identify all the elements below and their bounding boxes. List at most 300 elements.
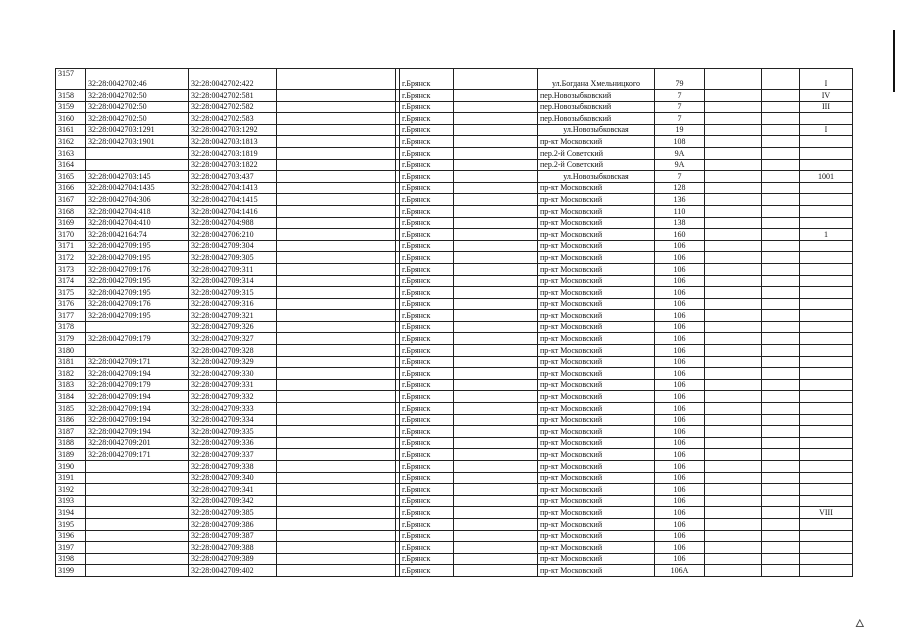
cell-num: 3185 <box>56 403 86 415</box>
table-row <box>56 414 853 426</box>
cell-cad2: 32:28:0042709:329 <box>189 356 277 368</box>
cell-cad1: 32:28:0042702:46 <box>86 69 189 90</box>
cell-cad2: 32:28:0042709:402 <box>189 565 277 577</box>
table-row <box>56 472 853 484</box>
cell-korp <box>800 182 853 194</box>
cell-house: 106 <box>655 542 705 554</box>
cell-house: 106 <box>655 518 705 530</box>
cell-e5 <box>762 518 800 530</box>
table-row <box>56 171 853 183</box>
cell-street: пер.Новозыбковский <box>538 90 655 102</box>
cell-cad1: 32:28:0042709:194 <box>86 391 189 403</box>
cell-cad1 <box>86 159 189 171</box>
cell-cad2: 32:28:0042709:386 <box>189 518 277 530</box>
cell-num: 3157 <box>56 69 86 90</box>
cell-e3 <box>454 275 538 287</box>
cell-street: пр-кт Московский <box>538 484 655 496</box>
registry-body <box>56 69 853 577</box>
cell-korp <box>800 403 853 415</box>
cell-e3 <box>454 182 538 194</box>
cell-e3 <box>454 124 538 136</box>
cell-street: пр-кт Московский <box>538 518 655 530</box>
cell-cad2: 32:28:0042709:337 <box>189 449 277 461</box>
cell-e4 <box>705 229 762 241</box>
cell-korp <box>800 333 853 345</box>
cell-korp <box>800 205 853 217</box>
cell-e5 <box>762 553 800 565</box>
cell-e3 <box>454 69 538 90</box>
cell-cad1: 32:28:0042709:176 <box>86 298 189 310</box>
cell-e3 <box>454 333 538 345</box>
table-row <box>56 484 853 496</box>
cell-e1 <box>277 437 396 449</box>
cell-street: пр-кт Московский <box>538 321 655 333</box>
cell-street: пр-кт Московский <box>538 403 655 415</box>
cell-house: 106 <box>655 507 705 519</box>
cell-cad2: 32:28:0042703:1819 <box>189 147 277 159</box>
cell-e4 <box>705 495 762 507</box>
cell-e5 <box>762 263 800 275</box>
cell-korp <box>800 298 853 310</box>
cell-e3 <box>454 205 538 217</box>
cell-cad2: 32:28:0042703:1813 <box>189 136 277 148</box>
cell-street: пр-кт Московский <box>538 287 655 299</box>
cell-e3 <box>454 437 538 449</box>
cell-korp <box>800 310 853 322</box>
cell-e3 <box>454 298 538 310</box>
cell-cad1 <box>86 553 189 565</box>
cell-korp <box>800 287 853 299</box>
cell-e3 <box>454 414 538 426</box>
cell-num: 3199 <box>56 565 86 577</box>
cell-street: пр-кт Московский <box>538 472 655 484</box>
table-row <box>56 136 853 148</box>
cell-e1 <box>277 171 396 183</box>
table-row <box>56 553 853 565</box>
cell-num: 3187 <box>56 426 86 438</box>
cell-e5 <box>762 321 800 333</box>
cell-house: 106 <box>655 287 705 299</box>
cell-korp: 1001 <box>800 171 853 183</box>
table-row <box>56 69 853 90</box>
cell-street: пр-кт Московский <box>538 298 655 310</box>
cell-house: 106 <box>655 275 705 287</box>
scan-mark-icon: 🜂 <box>855 618 866 630</box>
cell-city: г.Брянск <box>400 437 454 449</box>
cell-num: 3190 <box>56 461 86 473</box>
cell-num: 3170 <box>56 229 86 241</box>
cell-cad1 <box>86 530 189 542</box>
table-row <box>56 391 853 403</box>
cell-street: пер.2-й Советский <box>538 159 655 171</box>
cell-e4 <box>705 414 762 426</box>
cell-cad1 <box>86 495 189 507</box>
cell-e1 <box>277 345 396 357</box>
cell-street: пр-кт Московский <box>538 495 655 507</box>
cell-e1 <box>277 426 396 438</box>
cell-cad2: 32:28:0042709:326 <box>189 321 277 333</box>
cell-cad1: 32:28:0042709:195 <box>86 240 189 252</box>
table-row <box>56 379 853 391</box>
cell-e4 <box>705 461 762 473</box>
cell-city: г.Брянск <box>400 553 454 565</box>
cell-e4 <box>705 403 762 415</box>
cell-korp: 1 <box>800 229 853 241</box>
cell-city: г.Брянск <box>400 298 454 310</box>
cell-e3 <box>454 229 538 241</box>
cell-korp <box>800 437 853 449</box>
cell-e1 <box>277 449 396 461</box>
cell-house: 106 <box>655 403 705 415</box>
table-row <box>56 403 853 415</box>
cell-house: 106А <box>655 565 705 577</box>
table-row <box>56 147 853 159</box>
cell-e3 <box>454 136 538 148</box>
cell-cad1: 32:28:0042709:171 <box>86 356 189 368</box>
cell-cad2: 32:28:0042709:335 <box>189 426 277 438</box>
cell-cad1: 32:28:0042709:195 <box>86 287 189 299</box>
cell-city: г.Брянск <box>400 414 454 426</box>
cell-e5 <box>762 391 800 403</box>
cell-num: 3164 <box>56 159 86 171</box>
cell-street: пр-кт Московский <box>538 507 655 519</box>
table-row <box>56 310 853 322</box>
cell-cad2: 32:28:0042709:340 <box>189 472 277 484</box>
cell-house: 106 <box>655 333 705 345</box>
cell-cad1: 32:28:0042709:195 <box>86 310 189 322</box>
cell-korp: I <box>800 124 853 136</box>
cell-e5 <box>762 240 800 252</box>
cell-cad2: 32:28:0042709:321 <box>189 310 277 322</box>
cell-city: г.Брянск <box>400 542 454 554</box>
cell-cad2: 32:28:0042709:334 <box>189 414 277 426</box>
cell-cad2: 32:28:0042709:311 <box>189 263 277 275</box>
cell-house: 108 <box>655 136 705 148</box>
cell-cad1: 32:28:0042704:410 <box>86 217 189 229</box>
cell-e4 <box>705 194 762 206</box>
cell-city: г.Брянск <box>400 136 454 148</box>
cell-num: 3178 <box>56 321 86 333</box>
cell-e3 <box>454 368 538 380</box>
cell-street: ул.Новозыбковская <box>538 124 655 136</box>
cell-cad1: 32:28:0042702:50 <box>86 101 189 113</box>
cell-house: 106 <box>655 437 705 449</box>
cell-e5 <box>762 379 800 391</box>
cell-e4 <box>705 391 762 403</box>
cell-num: 3174 <box>56 275 86 287</box>
cell-korp <box>800 472 853 484</box>
cell-e3 <box>454 495 538 507</box>
cell-num: 3184 <box>56 391 86 403</box>
cell-e4 <box>705 530 762 542</box>
cell-e4 <box>705 171 762 183</box>
cell-house: 106 <box>655 321 705 333</box>
cell-e5 <box>762 426 800 438</box>
cell-cad2: 32:28:0042709:333 <box>189 403 277 415</box>
cell-cad2: 32:28:0042709:342 <box>189 495 277 507</box>
cell-e1 <box>277 217 396 229</box>
cell-city: г.Брянск <box>400 124 454 136</box>
cell-e4 <box>705 69 762 90</box>
cell-street: пер.2-й Советский <box>538 147 655 159</box>
cell-cad1: 32:28:0042703:1901 <box>86 136 189 148</box>
cell-house: 106 <box>655 495 705 507</box>
cell-street: ул.Новозыбковская <box>538 171 655 183</box>
cell-cad1: 32:28:0042704:418 <box>86 205 189 217</box>
cell-house: 19 <box>655 124 705 136</box>
cell-cad2: 32:28:0042704:1416 <box>189 205 277 217</box>
cell-street: пр-кт Московский <box>538 136 655 148</box>
cell-city: г.Брянск <box>400 159 454 171</box>
cell-cad2: 32:28:0042709:388 <box>189 542 277 554</box>
cell-street: пр-кт Московский <box>538 229 655 241</box>
cell-korp <box>800 356 853 368</box>
cell-num: 3163 <box>56 147 86 159</box>
cell-num: 3198 <box>56 553 86 565</box>
table-row <box>56 159 853 171</box>
cell-num: 3193 <box>56 495 86 507</box>
cell-e3 <box>454 345 538 357</box>
cell-korp <box>800 542 853 554</box>
cell-city: г.Брянск <box>400 507 454 519</box>
cell-num: 3182 <box>56 368 86 380</box>
cell-cad1: 32:28:0042709:179 <box>86 333 189 345</box>
cell-num: 3179 <box>56 333 86 345</box>
cell-cad1 <box>86 461 189 473</box>
table-row <box>56 275 853 287</box>
cell-house: 79 <box>655 69 705 90</box>
cell-cad1 <box>86 507 189 519</box>
cell-e4 <box>705 379 762 391</box>
cell-e1 <box>277 205 396 217</box>
table-row <box>56 495 853 507</box>
cell-e5 <box>762 252 800 264</box>
cell-num: 3189 <box>56 449 86 461</box>
table-row <box>56 194 853 206</box>
cell-city: г.Брянск <box>400 194 454 206</box>
cell-korp <box>800 263 853 275</box>
cell-e1 <box>277 136 396 148</box>
cell-city: г.Брянск <box>400 518 454 530</box>
cell-cad1 <box>86 472 189 484</box>
cell-house: 7 <box>655 113 705 125</box>
cell-num: 3192 <box>56 484 86 496</box>
cell-e3 <box>454 449 538 461</box>
cell-e3 <box>454 287 538 299</box>
table-row <box>56 321 853 333</box>
cell-korp <box>800 159 853 171</box>
cell-e1 <box>277 333 396 345</box>
cell-e5 <box>762 345 800 357</box>
cell-cad1: 32:28:0042709:201 <box>86 437 189 449</box>
cell-city: г.Брянск <box>400 495 454 507</box>
cell-cad2: 32:28:0042709:387 <box>189 530 277 542</box>
cell-house: 106 <box>655 484 705 496</box>
cell-cad1: 32:28:0042709:176 <box>86 263 189 275</box>
cell-e4 <box>705 542 762 554</box>
cell-e5 <box>762 414 800 426</box>
table-row <box>56 240 853 252</box>
table-row <box>56 437 853 449</box>
cell-e1 <box>277 113 396 125</box>
cell-house: 106 <box>655 356 705 368</box>
cell-cad1: 32:28:0042709:195 <box>86 275 189 287</box>
cell-cad2: 32:28:0042704:1413 <box>189 182 277 194</box>
cell-korp <box>800 414 853 426</box>
cell-cad1 <box>86 542 189 554</box>
cell-street: пр-кт Московский <box>538 263 655 275</box>
table-row <box>56 507 853 519</box>
cell-korp <box>800 530 853 542</box>
cell-e4 <box>705 310 762 322</box>
cell-e1 <box>277 240 396 252</box>
cell-num: 3167 <box>56 194 86 206</box>
cell-cad1: 32:28:0042709:195 <box>86 252 189 264</box>
cell-city: г.Брянск <box>400 368 454 380</box>
cell-city: г.Брянск <box>400 182 454 194</box>
cell-cad1: 32:28:0042709:194 <box>86 414 189 426</box>
cell-korp <box>800 449 853 461</box>
cell-e3 <box>454 542 538 554</box>
cell-house: 106 <box>655 263 705 275</box>
cell-e4 <box>705 217 762 229</box>
cell-num: 3183 <box>56 379 86 391</box>
cell-korp <box>800 553 853 565</box>
cell-cad1 <box>86 565 189 577</box>
cell-e5 <box>762 182 800 194</box>
cell-e5 <box>762 298 800 310</box>
cell-cad1 <box>86 484 189 496</box>
cell-city: г.Брянск <box>400 565 454 577</box>
table-row <box>56 90 853 102</box>
cell-num: 3186 <box>56 414 86 426</box>
cell-korp <box>800 391 853 403</box>
cell-e3 <box>454 113 538 125</box>
cell-e1 <box>277 461 396 473</box>
cell-street: пер.Новозыбковский <box>538 113 655 125</box>
cell-e3 <box>454 101 538 113</box>
cell-e1 <box>277 182 396 194</box>
cell-street: пр-кт Московский <box>538 426 655 438</box>
cell-city: г.Брянск <box>400 229 454 241</box>
cell-cad2: 32:28:0042709:341 <box>189 484 277 496</box>
cell-cad1: 32:28:0042709:171 <box>86 449 189 461</box>
cell-street: пр-кт Московский <box>538 379 655 391</box>
cell-e3 <box>454 379 538 391</box>
cell-e4 <box>705 263 762 275</box>
cell-city: г.Брянск <box>400 321 454 333</box>
cell-cad2: 32:28:0042703:1822 <box>189 159 277 171</box>
cell-cad2: 32:28:0042709:336 <box>189 437 277 449</box>
cell-e5 <box>762 124 800 136</box>
cell-num: 3180 <box>56 345 86 357</box>
cell-korp <box>800 217 853 229</box>
cell-cad2: 32:28:0042703:437 <box>189 171 277 183</box>
cell-e1 <box>277 472 396 484</box>
table-row <box>56 298 853 310</box>
cell-e4 <box>705 333 762 345</box>
cell-e5 <box>762 368 800 380</box>
cell-house: 7 <box>655 171 705 183</box>
cell-street: пр-кт Московский <box>538 461 655 473</box>
cell-city: г.Брянск <box>400 101 454 113</box>
cell-e3 <box>454 484 538 496</box>
cell-e5 <box>762 69 800 90</box>
cell-num: 3162 <box>56 136 86 148</box>
cell-e5 <box>762 542 800 554</box>
cell-e3 <box>454 159 538 171</box>
cell-house: 9А <box>655 159 705 171</box>
cell-e1 <box>277 495 396 507</box>
cell-num: 3195 <box>56 518 86 530</box>
cell-street: пр-кт Московский <box>538 553 655 565</box>
cell-korp <box>800 495 853 507</box>
table-row <box>56 426 853 438</box>
cell-city: г.Брянск <box>400 426 454 438</box>
cell-e1 <box>277 379 396 391</box>
cell-cad1: 32:28:0042702:50 <box>86 113 189 125</box>
cell-e5 <box>762 194 800 206</box>
table-row <box>56 229 853 241</box>
cell-num: 3161 <box>56 124 86 136</box>
cell-cad2: 32:28:0042702:583 <box>189 113 277 125</box>
cell-cad2: 32:28:0042709:330 <box>189 368 277 380</box>
cell-street: пр-кт Московский <box>538 356 655 368</box>
cell-e4 <box>705 159 762 171</box>
cell-cad2: 32:28:0042709:304 <box>189 240 277 252</box>
cell-house: 106 <box>655 553 705 565</box>
cell-e5 <box>762 90 800 102</box>
cell-korp <box>800 484 853 496</box>
cell-e5 <box>762 495 800 507</box>
cell-cad2: 32:28:0042709:331 <box>189 379 277 391</box>
cell-city: г.Брянск <box>400 310 454 322</box>
cell-num: 3160 <box>56 113 86 125</box>
cell-e3 <box>454 90 538 102</box>
cell-e1 <box>277 565 396 577</box>
cell-korp: VIII <box>800 507 853 519</box>
cell-e5 <box>762 113 800 125</box>
table-row <box>56 263 853 275</box>
cell-e3 <box>454 217 538 229</box>
cell-e5 <box>762 171 800 183</box>
cell-e5 <box>762 461 800 473</box>
cell-street: пр-кт Московский <box>538 205 655 217</box>
cell-e4 <box>705 345 762 357</box>
cell-korp <box>800 321 853 333</box>
cell-street: пр-кт Московский <box>538 345 655 357</box>
cell-e4 <box>705 90 762 102</box>
cell-e4 <box>705 252 762 264</box>
cell-city: г.Брянск <box>400 217 454 229</box>
cell-e4 <box>705 518 762 530</box>
cell-e4 <box>705 484 762 496</box>
cell-e1 <box>277 310 396 322</box>
cell-korp <box>800 275 853 287</box>
cell-e1 <box>277 275 396 287</box>
cell-house: 106 <box>655 298 705 310</box>
cell-cad1: 32:28:0042704:1435 <box>86 182 189 194</box>
cell-cad1 <box>86 345 189 357</box>
cell-city: г.Брянск <box>400 345 454 357</box>
cell-house: 106 <box>655 391 705 403</box>
cell-e1 <box>277 147 396 159</box>
cell-num: 3191 <box>56 472 86 484</box>
cell-e4 <box>705 287 762 299</box>
table-row <box>56 356 853 368</box>
cell-house: 106 <box>655 530 705 542</box>
cell-house: 9А <box>655 147 705 159</box>
